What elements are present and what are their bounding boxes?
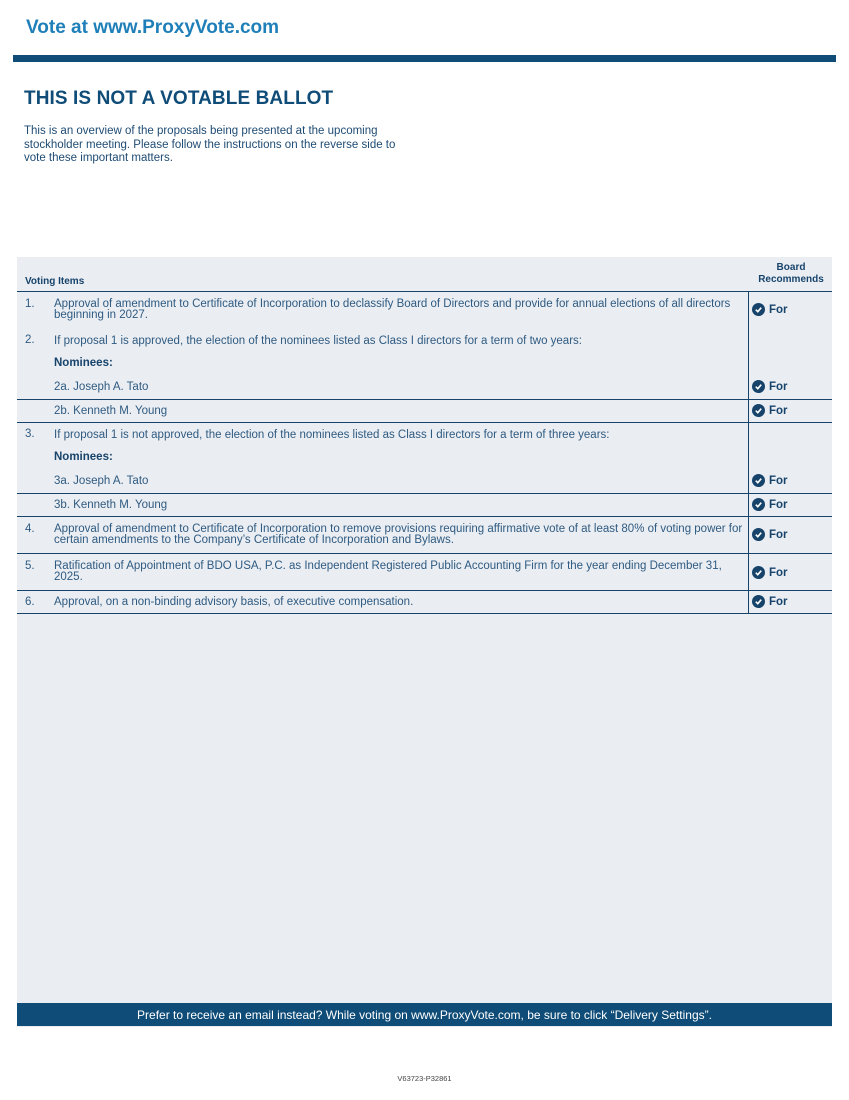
item-text: If proposal 1 is approved, the election of the nominees listed as Class I directors for a term of two years: [54, 335, 582, 347]
table-row [17, 554, 832, 591]
check-circle-icon [752, 303, 765, 316]
recommendation-for [752, 474, 788, 487]
recommendation-for [752, 498, 788, 511]
for-label: For [769, 595, 788, 608]
check-circle-icon [752, 380, 765, 393]
check-circle-icon [752, 566, 765, 579]
for-label: For [769, 498, 788, 511]
table-row [17, 328, 832, 400]
recommendation-for [752, 566, 788, 579]
delivery-settings-notice [17, 1003, 832, 1026]
recommendation-for [752, 404, 788, 417]
check-circle-icon [752, 595, 765, 608]
for-label: For [769, 528, 788, 541]
vote-url: Vote at www.ProxyVote.com [26, 17, 280, 38]
item-number: 6. [25, 596, 35, 608]
check-circle-icon [752, 404, 765, 417]
for-label: For [769, 404, 788, 417]
table-row [17, 291, 832, 329]
recommendation-for [752, 528, 788, 541]
for-label: For [769, 566, 788, 579]
for-label: For [769, 380, 788, 393]
item-number: 3. [25, 428, 35, 440]
intro-text: This is an overview of the proposals being presented at the upcoming stockholder meeting. Please follow the instructions on the reverse side to vote these important matters. [24, 125, 396, 164]
item-number: 5. [25, 560, 35, 572]
column-divider [748, 423, 749, 493]
document-code: V63723-P32861 [397, 1074, 452, 1083]
nominees-label: Nominees: [54, 451, 113, 463]
column-divider [748, 517, 749, 553]
nominees-label: Nominees: [54, 357, 113, 369]
column-divider [748, 292, 749, 328]
item-text: 2a. Joseph A. Tato [54, 381, 149, 393]
column-divider [748, 400, 749, 422]
recommendation-for [752, 303, 788, 316]
voting-panel [17, 257, 832, 1027]
header-board-line1: Board [776, 262, 806, 273]
item-number: 1. [25, 298, 35, 310]
page-title: THIS IS NOT A VOTABLE BALLOT [24, 88, 334, 109]
header-board-recommends [750, 262, 832, 285]
recommendation-for [752, 380, 788, 393]
item-text: 2b. Kenneth M. Young [54, 405, 168, 417]
item-text: Approval, on a non-binding advisory basis, of executive compensation. [54, 596, 414, 608]
check-circle-icon [752, 498, 765, 511]
table-row [17, 517, 832, 554]
for-label: For [769, 474, 788, 487]
item-text: 3b. Kenneth M. Young [54, 499, 168, 511]
header-voting-items: Voting Items [25, 276, 85, 287]
table-row [17, 494, 832, 517]
item-text: Ratification of Appointment of BDO USA, P.C. as Independent Registered Public Accounting Firm for the year ending December 31, 2025. [54, 560, 722, 583]
column-divider [748, 328, 749, 399]
table-row [17, 591, 832, 614]
top-rule [13, 55, 836, 62]
item-number: 4. [25, 523, 35, 535]
header-board-line2: Recommends [758, 273, 824, 285]
item-text: Approval of amendment to Certificate of Incorporation to declassify Board of Directors and provide for annual elections of all directors beginning in 2027. [54, 298, 731, 321]
check-circle-icon [752, 474, 765, 487]
column-divider [748, 591, 749, 613]
item-text: Approval of amendment to Certificate of Incorporation to remove provisions requiring affirmative vote of at least 80% of voting power for certain amendments to the Company’s Certificate of Incorporation and Bylaws. [54, 523, 743, 546]
item-text: If proposal 1 is not approved, the election of the nominees listed as Class I directors for a term of three years: [54, 429, 610, 441]
item-number: 2. [25, 334, 35, 346]
recommendation-for [752, 595, 788, 608]
table-row [17, 423, 832, 494]
footer-notice-text: Prefer to receive an email instead? While voting on www.ProxyVote.com, be sure to click “Delivery Settings”. [137, 1007, 712, 1022]
check-circle-icon [752, 528, 765, 541]
table-row [17, 400, 832, 423]
for-label: For [769, 303, 788, 316]
column-divider [748, 494, 749, 516]
item-text: 3a. Joseph A. Tato [54, 475, 149, 487]
column-divider [748, 554, 749, 590]
